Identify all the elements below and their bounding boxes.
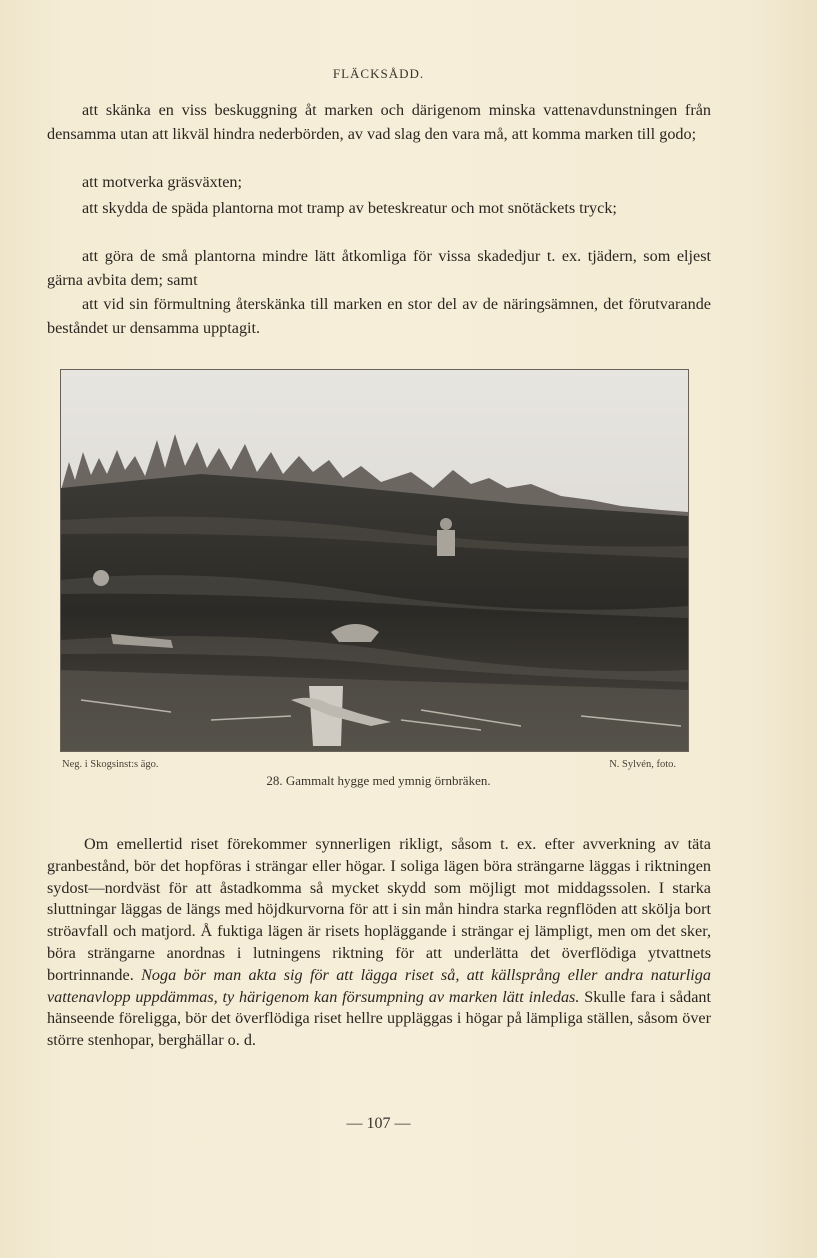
list-item: att vid sin förmultning återskänka till marken en stor del av de näringsämnen, det förutvarande beståndet ur densamma upptagit.	[47, 295, 711, 337]
photo-credit-negative: Neg. i Skogsinst:s ägo.	[62, 759, 159, 770]
list-item: att göra de små plantorna mindre lätt åtkomliga för vissa skadedjur t. ex. tjädern, som eljest gärna avbita dem; samt	[47, 247, 711, 289]
list-item: att skänka en viss beskuggning åt marken och därigenom minska vattenavdunstningen från densamma utan att likväl hindra nederbörden, av vad slag den vara må, att komma marken till godo;	[47, 101, 711, 143]
body-paragraph	[47, 834, 711, 1052]
paragraph-text-part2: Skulle fara i sådant hänseende föreligga, bör det överflödiga riset hellre uppläggas i högar på lämpliga ställen, såsom över större stenhopar, berghällar o. d.	[47, 987, 711, 1050]
paragraph-text-part1: Om emellertid riset förekommer synnerligen rikligt, såsom t. ex. efter avverkning av täta granbestånd, bör det hopföras i strängar eller högar. I soliga lägen böra strängarne läggas i riktningen sydost—nordväst för att åstadkomma så mycket skydd som möjligt mot middagssolen. I starka sluttningar läggas de längs med höjdkurvorna för att i sin mån hindra starka regnflöden att skölja bort ströavfall och matjord. Å fuktiga lägen är risets hopläggande i strängar ej lämpligt, men om det sker, böra strängarne anordnas i lutningens riktning för att underlätta det överflödiga ytvattnets bortrinnande.	[47, 835, 711, 984]
photo-credit-photographer: N. Sylvén, foto.	[609, 759, 676, 770]
figure-caption: 28. Gammalt hygge med ymnig örnbräken.	[266, 773, 491, 788]
running-head: FLÄCKSÅDD.	[332, 66, 425, 81]
paragraph-italic-emphasis: Noga bör man akta sig för att lägga riset så, att källsprång eller andra naturliga vattenavlopp uppdämmas, ty härigenom kan försumpning av marken lätt inledas.	[47, 965, 711, 1006]
photograph-clearing-with-bracken	[60, 369, 689, 752]
list-item: att skydda de späda plantorna mot tramp av beteskreatur och mot snötäckets tryck;	[82, 199, 617, 217]
list-item: att motverka gräsväxten;	[82, 173, 243, 191]
page-number: — 107 —	[346, 1115, 411, 1132]
